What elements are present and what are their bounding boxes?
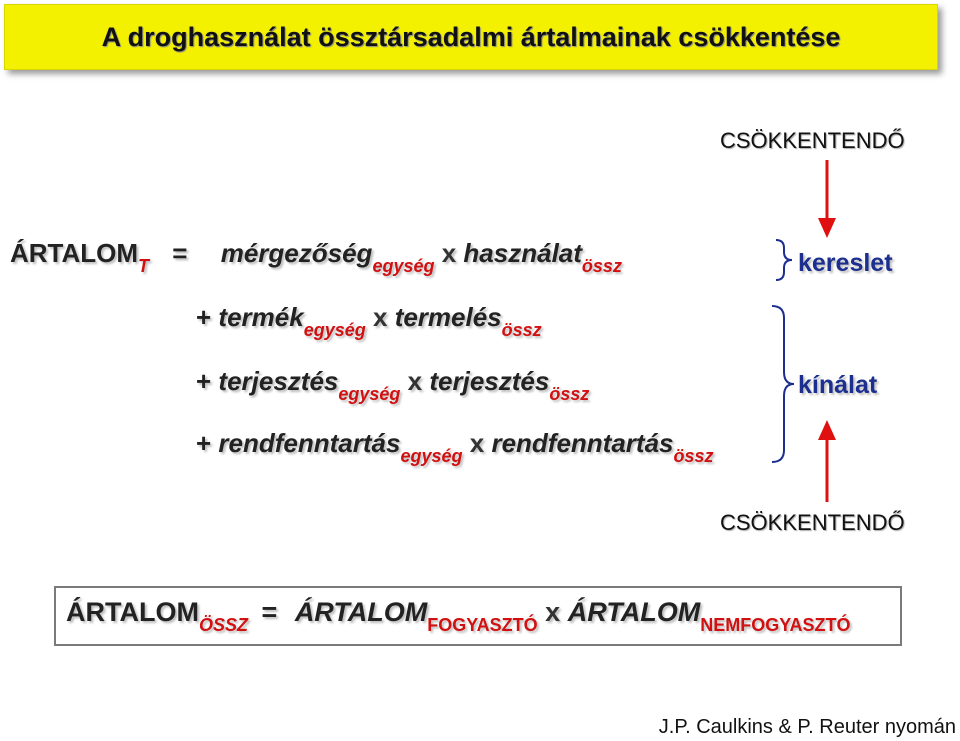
toxicity-term: mérgezőség	[220, 238, 373, 268]
toxicity-sub: egység	[372, 256, 435, 276]
supply-label: kínálat	[798, 371, 878, 399]
product-sub: egység	[303, 320, 366, 340]
consumer-harm-term: ÁRTALOM	[294, 596, 428, 627]
total-harm-box	[54, 586, 902, 646]
product-term: termék	[218, 302, 304, 332]
plus-sign: +	[196, 302, 212, 332]
demand-label: kereslet	[798, 249, 893, 277]
use-term: használat	[463, 238, 582, 268]
equals-sign: =	[261, 596, 278, 627]
distribution-sub: egység	[338, 384, 401, 404]
enforcement-total-sub: össz	[673, 446, 714, 466]
consumer-harm-sub: FOGYASZTÓ	[427, 614, 538, 635]
plus-sign: +	[196, 428, 212, 458]
harm-t-label: ÁRTALOM	[10, 238, 139, 268]
harm-t-sub: T	[138, 256, 150, 276]
multiply-sign: x	[372, 302, 388, 332]
down-arrow-head	[818, 218, 836, 238]
multiply-sign: x	[441, 238, 457, 268]
multiply-sign: x	[469, 428, 485, 458]
plus-sign: +	[196, 366, 212, 396]
distribution-total-term: terjesztés	[429, 366, 550, 396]
total-harm-label: ÁRTALOM	[66, 596, 199, 627]
use-sub: össz	[581, 256, 622, 276]
slide-title: A droghasználat össztársadalmi ártalmainak csökkentése	[101, 21, 841, 52]
bottom-reduce-label: CSÖKKENTENDŐ	[720, 510, 905, 535]
production-sub: össz	[501, 320, 542, 340]
multiply-sign: x	[407, 366, 423, 396]
enforcement-total-term: rendfenntartás	[491, 428, 674, 458]
top-reduce-label: CSÖKKENTENDŐ	[720, 128, 905, 153]
distribution-total-sub: össz	[549, 384, 590, 404]
enforcement-term: rendfenntartás	[218, 428, 401, 458]
enforcement-sub: egység	[400, 446, 463, 466]
nonconsumer-harm-sub: NEMFOGYASZTÓ	[700, 614, 851, 635]
demand-brace	[776, 240, 792, 280]
total-harm-sub: ÖSSZ	[198, 614, 248, 635]
distribution-term: terjesztés	[218, 366, 339, 396]
production-term: termelés	[394, 302, 502, 332]
source-credit: J.P. Caulkins & P. Reuter nyomán	[658, 716, 956, 738]
up-arrow-head	[818, 420, 836, 440]
multiply-sign: x	[545, 596, 561, 627]
equals-sign: =	[172, 238, 188, 268]
supply-brace	[772, 306, 794, 462]
nonconsumer-harm-term: ÁRTALOM	[567, 596, 701, 627]
total-harm-formula	[66, 597, 851, 636]
